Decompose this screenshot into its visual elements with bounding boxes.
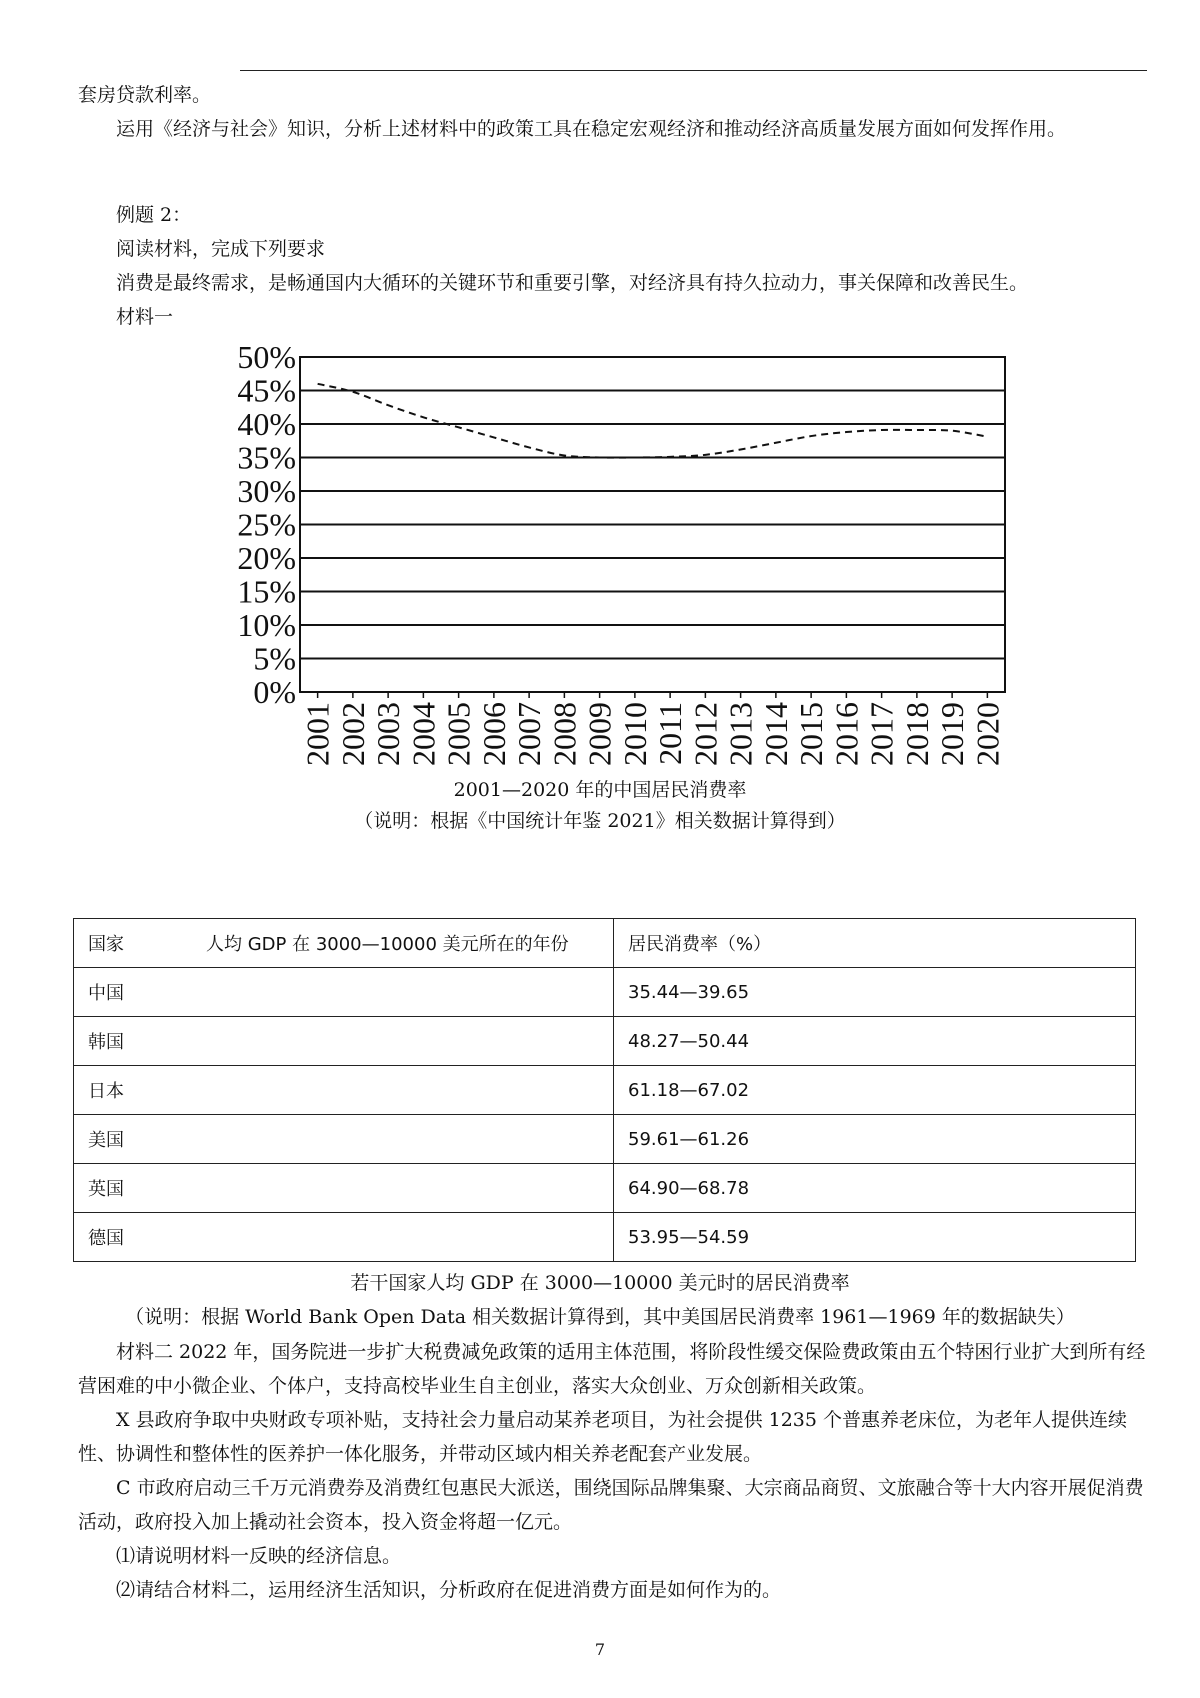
material2-paragraph-1: 材料二 2022 年，国务院进一步扩大税费减免政策的适用主体范围，将阶段性缓交保险费政策由五个特困行业扩大到所有经营困难的中小微企业、个体户，支持高校毕业生自主创业，落实大众创业、万众创新相关政策。 <box>78 1341 1146 1397</box>
question-1: ⑴请说明材料一反映的经济信息。 <box>116 1545 402 1567</box>
x-tick-label: 2016 <box>828 702 865 766</box>
consumption-rate-series-line <box>318 384 988 458</box>
rate-cell: 53.95—54.59 <box>614 1213 1136 1262</box>
intro-text: 消费是最终需求，是畅通国内大循环的关键环节和重要引擎，对经济具有持久拉动力，事关保障和改善民生。 <box>116 272 1029 294</box>
instruction-text: 阅读材料，完成下列要求 <box>116 238 326 260</box>
x-tick-label: 2010 <box>616 702 653 766</box>
y-tick-label: 25% <box>237 506 296 543</box>
x-tick-label: 2018 <box>898 702 935 766</box>
table-header-row <box>74 919 1136 968</box>
x-tick-label: 2003 <box>370 702 407 766</box>
table-row <box>74 1017 1136 1066</box>
x-tick-label: 2007 <box>511 702 548 766</box>
country-cell: 韩国 <box>74 1017 614 1066</box>
x-tick-label: 2011 <box>652 702 689 765</box>
y-tick-label: 15% <box>237 573 296 610</box>
x-tick-label: 2008 <box>546 702 583 766</box>
table-note: （说明：根据 World Bank Open Data 相关数据计算得到，其中美国居民消费率 1961—1969 年的数据缺失） <box>125 1306 1075 1328</box>
y-tick-label: 10% <box>237 607 296 643</box>
x-tick-label: 2020 <box>969 702 1006 766</box>
y-tick-label: 40% <box>237 406 296 442</box>
x-tick-label: 2001 <box>299 702 336 766</box>
example-heading: 例题 2： <box>116 204 192 226</box>
table-row <box>74 1213 1136 1262</box>
rate-cell: 35.44—39.65 <box>614 968 1136 1017</box>
material1-label: 材料一 <box>116 306 174 328</box>
x-tick-label: 2017 <box>863 702 900 766</box>
material2-paragraph-2: X 县政府争取中央财政专项补贴，支持社会力量启动某养老项目，为社会提供 1235 个普惠养老床位，为老年人提供连续性、协调性和整体性的医养护一体化服务，并带动区域内相关养老配套产业发展。 <box>78 1409 1128 1465</box>
header-rule <box>240 70 1147 71</box>
x-tick-label: 2014 <box>757 702 794 766</box>
consumption-rate-chart <box>225 330 1025 780</box>
page-number: 7 <box>594 1640 606 1659</box>
continuation-text: 套房贷款利率。 <box>78 84 212 106</box>
material2-paragraph-3: C 市政府启动三千万元消费券及消费红包惠民大派送，围绕国际品牌集聚、大宗商品商贸、文旅融合等十大内容开展促消费活动，政府投入加上撬动社会资本，投入资金将超一亿元。 <box>78 1477 1144 1533</box>
country-cell: 中国 <box>74 968 614 1017</box>
y-tick-label: 45% <box>237 372 296 409</box>
y-tick-label: 20% <box>237 540 296 576</box>
country-cell: 美国 <box>74 1115 614 1164</box>
x-tick-label: 2009 <box>581 702 618 766</box>
country-cell: 日本 <box>74 1066 614 1115</box>
chart-x-ticks <box>300 692 1006 766</box>
country-cell: 德国 <box>74 1213 614 1262</box>
rate-cell: 59.61—61.26 <box>614 1115 1136 1164</box>
x-tick-label: 2015 <box>793 702 830 766</box>
x-tick-label: 2004 <box>405 702 442 766</box>
chart-y-ticks <box>237 339 296 710</box>
table-row <box>74 1115 1136 1164</box>
table-row <box>74 1066 1136 1115</box>
y-tick-label: 35% <box>237 439 296 476</box>
header-country: 国家 <box>88 934 124 955</box>
x-tick-label: 2013 <box>722 702 759 766</box>
header-year: 人均 GDP 在 3000—10000 美元所在的年份 <box>206 934 569 955</box>
rate-cell: 64.90—68.78 <box>614 1164 1136 1213</box>
x-tick-label: 2005 <box>440 702 477 766</box>
chart-series-layer <box>318 384 988 458</box>
table-header-cell <box>74 919 614 968</box>
y-tick-label: 5% <box>253 640 296 677</box>
table-row <box>74 1164 1136 1213</box>
question-2: ⑵请结合材料二，运用经济生活知识，分析政府在促进消费方面是如何作为的。 <box>116 1579 782 1601</box>
x-tick-label: 2012 <box>687 702 724 766</box>
x-tick-label: 2006 <box>475 702 512 766</box>
table-caption: 若干国家人均 GDP 在 3000—10000 美元时的居民消费率 <box>350 1272 850 1294</box>
question-prompt: 运用《经济与社会》知识，分析上述材料中的政策工具在稳定宏观经济和推动经济高质量发展方面如何发挥作用。 <box>116 118 1067 140</box>
y-tick-label: 50% <box>237 339 296 375</box>
x-tick-label: 2002 <box>334 702 371 766</box>
table-row <box>74 968 1136 1017</box>
rate-cell: 61.18—67.02 <box>614 1066 1136 1115</box>
rate-cell: 48.27—50.44 <box>614 1017 1136 1066</box>
country-cell: 英国 <box>74 1164 614 1213</box>
chart-note: （说明：根据《中国统计年鉴 2021》相关数据计算得到） <box>354 810 846 832</box>
consumption-rate-table <box>73 918 1136 1262</box>
header-rate: 居民消费率（%） <box>614 919 1136 968</box>
chart-title: 2001—2020 年的中国居民消费率 <box>453 779 747 801</box>
x-tick-label: 2019 <box>934 702 971 766</box>
y-tick-label: 30% <box>237 473 296 509</box>
y-tick-label: 0% <box>253 674 296 710</box>
